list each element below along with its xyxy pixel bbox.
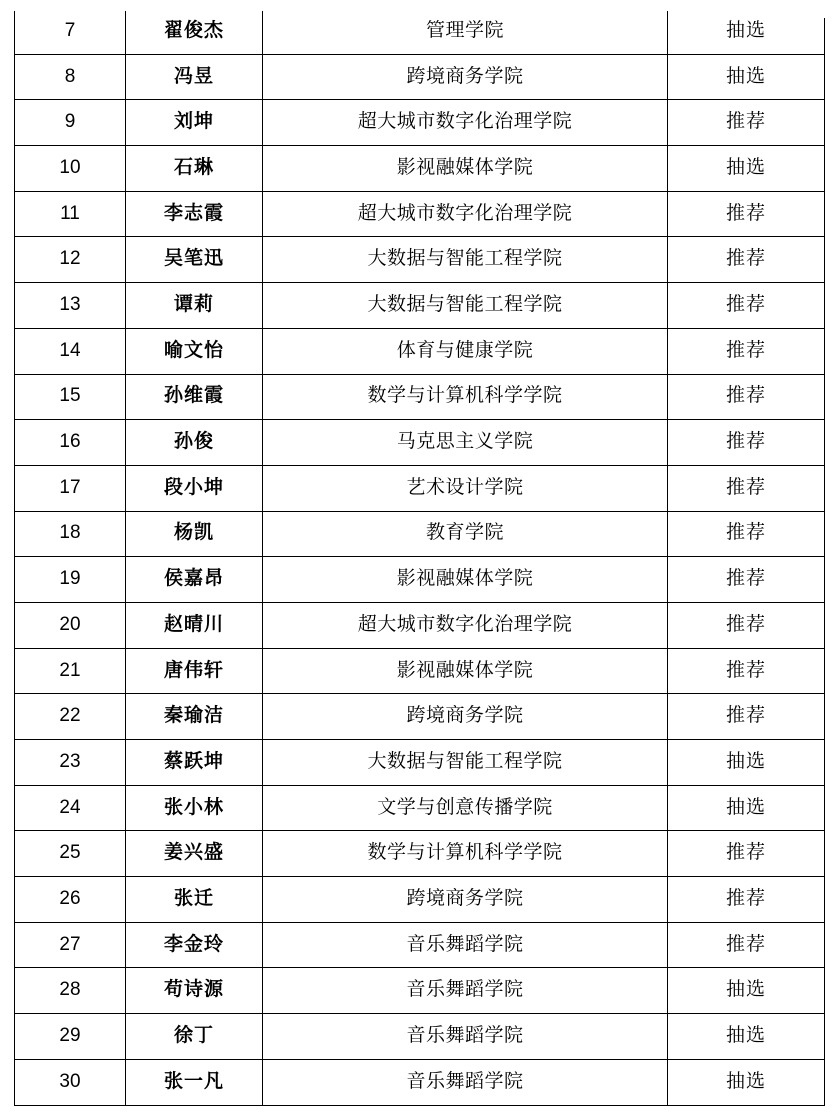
- cell-dept: 超大城市数字化治理学院: [263, 191, 668, 237]
- cell-type: 抽选: [668, 146, 825, 192]
- cell-index: 25: [15, 831, 126, 877]
- cell-name: 孙俊: [126, 420, 263, 466]
- table-row: [15, 328, 825, 374]
- cell-type: 抽选: [668, 9, 825, 55]
- cell-type: 抽选: [668, 740, 825, 786]
- cell-index: 28: [15, 968, 126, 1014]
- page-right-margin: [824, 8, 832, 18]
- cell-dept: 大数据与智能工程学院: [263, 237, 668, 283]
- page-top-margin: [0, 8, 832, 11]
- cell-type: 抽选: [668, 785, 825, 831]
- table-row: [15, 785, 825, 831]
- table-row: [15, 557, 825, 603]
- cell-index: 24: [15, 785, 126, 831]
- table-row: [15, 877, 825, 923]
- cell-name: 张一凡: [126, 1059, 263, 1105]
- roster-table-body: [15, 9, 825, 1106]
- cell-dept: 超大城市数字化治理学院: [263, 602, 668, 648]
- cell-index: 20: [15, 602, 126, 648]
- cell-dept: 跨境商务学院: [263, 54, 668, 100]
- table-row: [15, 968, 825, 1014]
- cell-name: 石琳: [126, 146, 263, 192]
- table-row: [15, 237, 825, 283]
- cell-type: 推荐: [668, 374, 825, 420]
- table-row: [15, 420, 825, 466]
- cell-name: 孙维霞: [126, 374, 263, 420]
- cell-index: 27: [15, 922, 126, 968]
- table-row: [15, 511, 825, 557]
- roster-table: [14, 8, 825, 1106]
- document-page: [0, 8, 832, 1114]
- cell-type: 推荐: [668, 328, 825, 374]
- cell-dept: 音乐舞蹈学院: [263, 968, 668, 1014]
- cell-name: 翟俊杰: [126, 9, 263, 55]
- cell-name: 侯嘉昂: [126, 557, 263, 603]
- cell-index: 26: [15, 877, 126, 923]
- cell-dept: 跨境商务学院: [263, 694, 668, 740]
- cell-type: 抽选: [668, 1059, 825, 1105]
- table-row: [15, 1014, 825, 1060]
- cell-name: 刘坤: [126, 100, 263, 146]
- cell-name: 李金玲: [126, 922, 263, 968]
- cell-index: 16: [15, 420, 126, 466]
- table-row: [15, 831, 825, 877]
- cell-dept: 大数据与智能工程学院: [263, 740, 668, 786]
- table-row: [15, 602, 825, 648]
- cell-type: 推荐: [668, 648, 825, 694]
- table-row: [15, 648, 825, 694]
- cell-dept: 音乐舞蹈学院: [263, 922, 668, 968]
- cell-dept: 教育学院: [263, 511, 668, 557]
- cell-dept: 音乐舞蹈学院: [263, 1014, 668, 1060]
- cell-type: 推荐: [668, 237, 825, 283]
- table-row: [15, 1059, 825, 1105]
- cell-dept: 影视融媒体学院: [263, 146, 668, 192]
- cell-type: 抽选: [668, 1014, 825, 1060]
- table-row: [15, 694, 825, 740]
- table-row: [15, 283, 825, 329]
- table-row: [15, 465, 825, 511]
- cell-type: 抽选: [668, 968, 825, 1014]
- cell-type: 推荐: [668, 465, 825, 511]
- cell-name: 杨凯: [126, 511, 263, 557]
- table-row: [15, 54, 825, 100]
- cell-dept: 跨境商务学院: [263, 877, 668, 923]
- cell-name: 苟诗源: [126, 968, 263, 1014]
- table-row: [15, 9, 825, 55]
- cell-name: 唐伟轩: [126, 648, 263, 694]
- cell-name: 谭莉: [126, 283, 263, 329]
- cell-name: 张小林: [126, 785, 263, 831]
- cell-dept: 影视融媒体学院: [263, 648, 668, 694]
- cell-dept: 超大城市数字化治理学院: [263, 100, 668, 146]
- cell-index: 10: [15, 146, 126, 192]
- cell-index: 21: [15, 648, 126, 694]
- cell-name: 李志霞: [126, 191, 263, 237]
- cell-type: 推荐: [668, 100, 825, 146]
- cell-name: 秦瑜洁: [126, 694, 263, 740]
- cell-type: 推荐: [668, 877, 825, 923]
- cell-type: 推荐: [668, 694, 825, 740]
- cell-type: 推荐: [668, 557, 825, 603]
- cell-name: 段小坤: [126, 465, 263, 511]
- cell-index: 12: [15, 237, 126, 283]
- cell-index: 18: [15, 511, 126, 557]
- cell-index: 30: [15, 1059, 126, 1105]
- cell-dept: 数学与计算机科学学院: [263, 374, 668, 420]
- cell-dept: 体育与健康学院: [263, 328, 668, 374]
- cell-index: 13: [15, 283, 126, 329]
- cell-index: 29: [15, 1014, 126, 1060]
- cell-type: 推荐: [668, 922, 825, 968]
- cell-name: 赵晴川: [126, 602, 263, 648]
- cell-type: 推荐: [668, 831, 825, 877]
- table-row: [15, 191, 825, 237]
- cell-index: 19: [15, 557, 126, 603]
- cell-index: 11: [15, 191, 126, 237]
- cell-index: 14: [15, 328, 126, 374]
- cell-dept: 影视融媒体学院: [263, 557, 668, 603]
- cell-name: 张迁: [126, 877, 263, 923]
- cell-name: 蔡跃坤: [126, 740, 263, 786]
- cell-type: 推荐: [668, 420, 825, 466]
- cell-index: 8: [15, 54, 126, 100]
- cell-dept: 管理学院: [263, 9, 668, 55]
- cell-name: 徐丁: [126, 1014, 263, 1060]
- cell-index: 22: [15, 694, 126, 740]
- cell-dept: 音乐舞蹈学院: [263, 1059, 668, 1105]
- cell-dept: 大数据与智能工程学院: [263, 283, 668, 329]
- cell-type: 推荐: [668, 283, 825, 329]
- cell-type: 抽选: [668, 54, 825, 100]
- table-row: [15, 922, 825, 968]
- cell-index: 17: [15, 465, 126, 511]
- cell-name: 吴笔迅: [126, 237, 263, 283]
- cell-type: 推荐: [668, 602, 825, 648]
- cell-name: 喻文怡: [126, 328, 263, 374]
- cell-name: 姜兴盛: [126, 831, 263, 877]
- cell-index: 9: [15, 100, 126, 146]
- cell-index: 23: [15, 740, 126, 786]
- table-row: [15, 146, 825, 192]
- cell-index: 15: [15, 374, 126, 420]
- table-row: [15, 374, 825, 420]
- cell-type: 推荐: [668, 511, 825, 557]
- table-row: [15, 100, 825, 146]
- cell-dept: 文学与创意传播学院: [263, 785, 668, 831]
- cell-dept: 数学与计算机科学学院: [263, 831, 668, 877]
- cell-index: 7: [15, 9, 126, 55]
- table-row: [15, 740, 825, 786]
- cell-dept: 马克思主义学院: [263, 420, 668, 466]
- cell-name: 冯昱: [126, 54, 263, 100]
- cell-type: 推荐: [668, 191, 825, 237]
- cell-dept: 艺术设计学院: [263, 465, 668, 511]
